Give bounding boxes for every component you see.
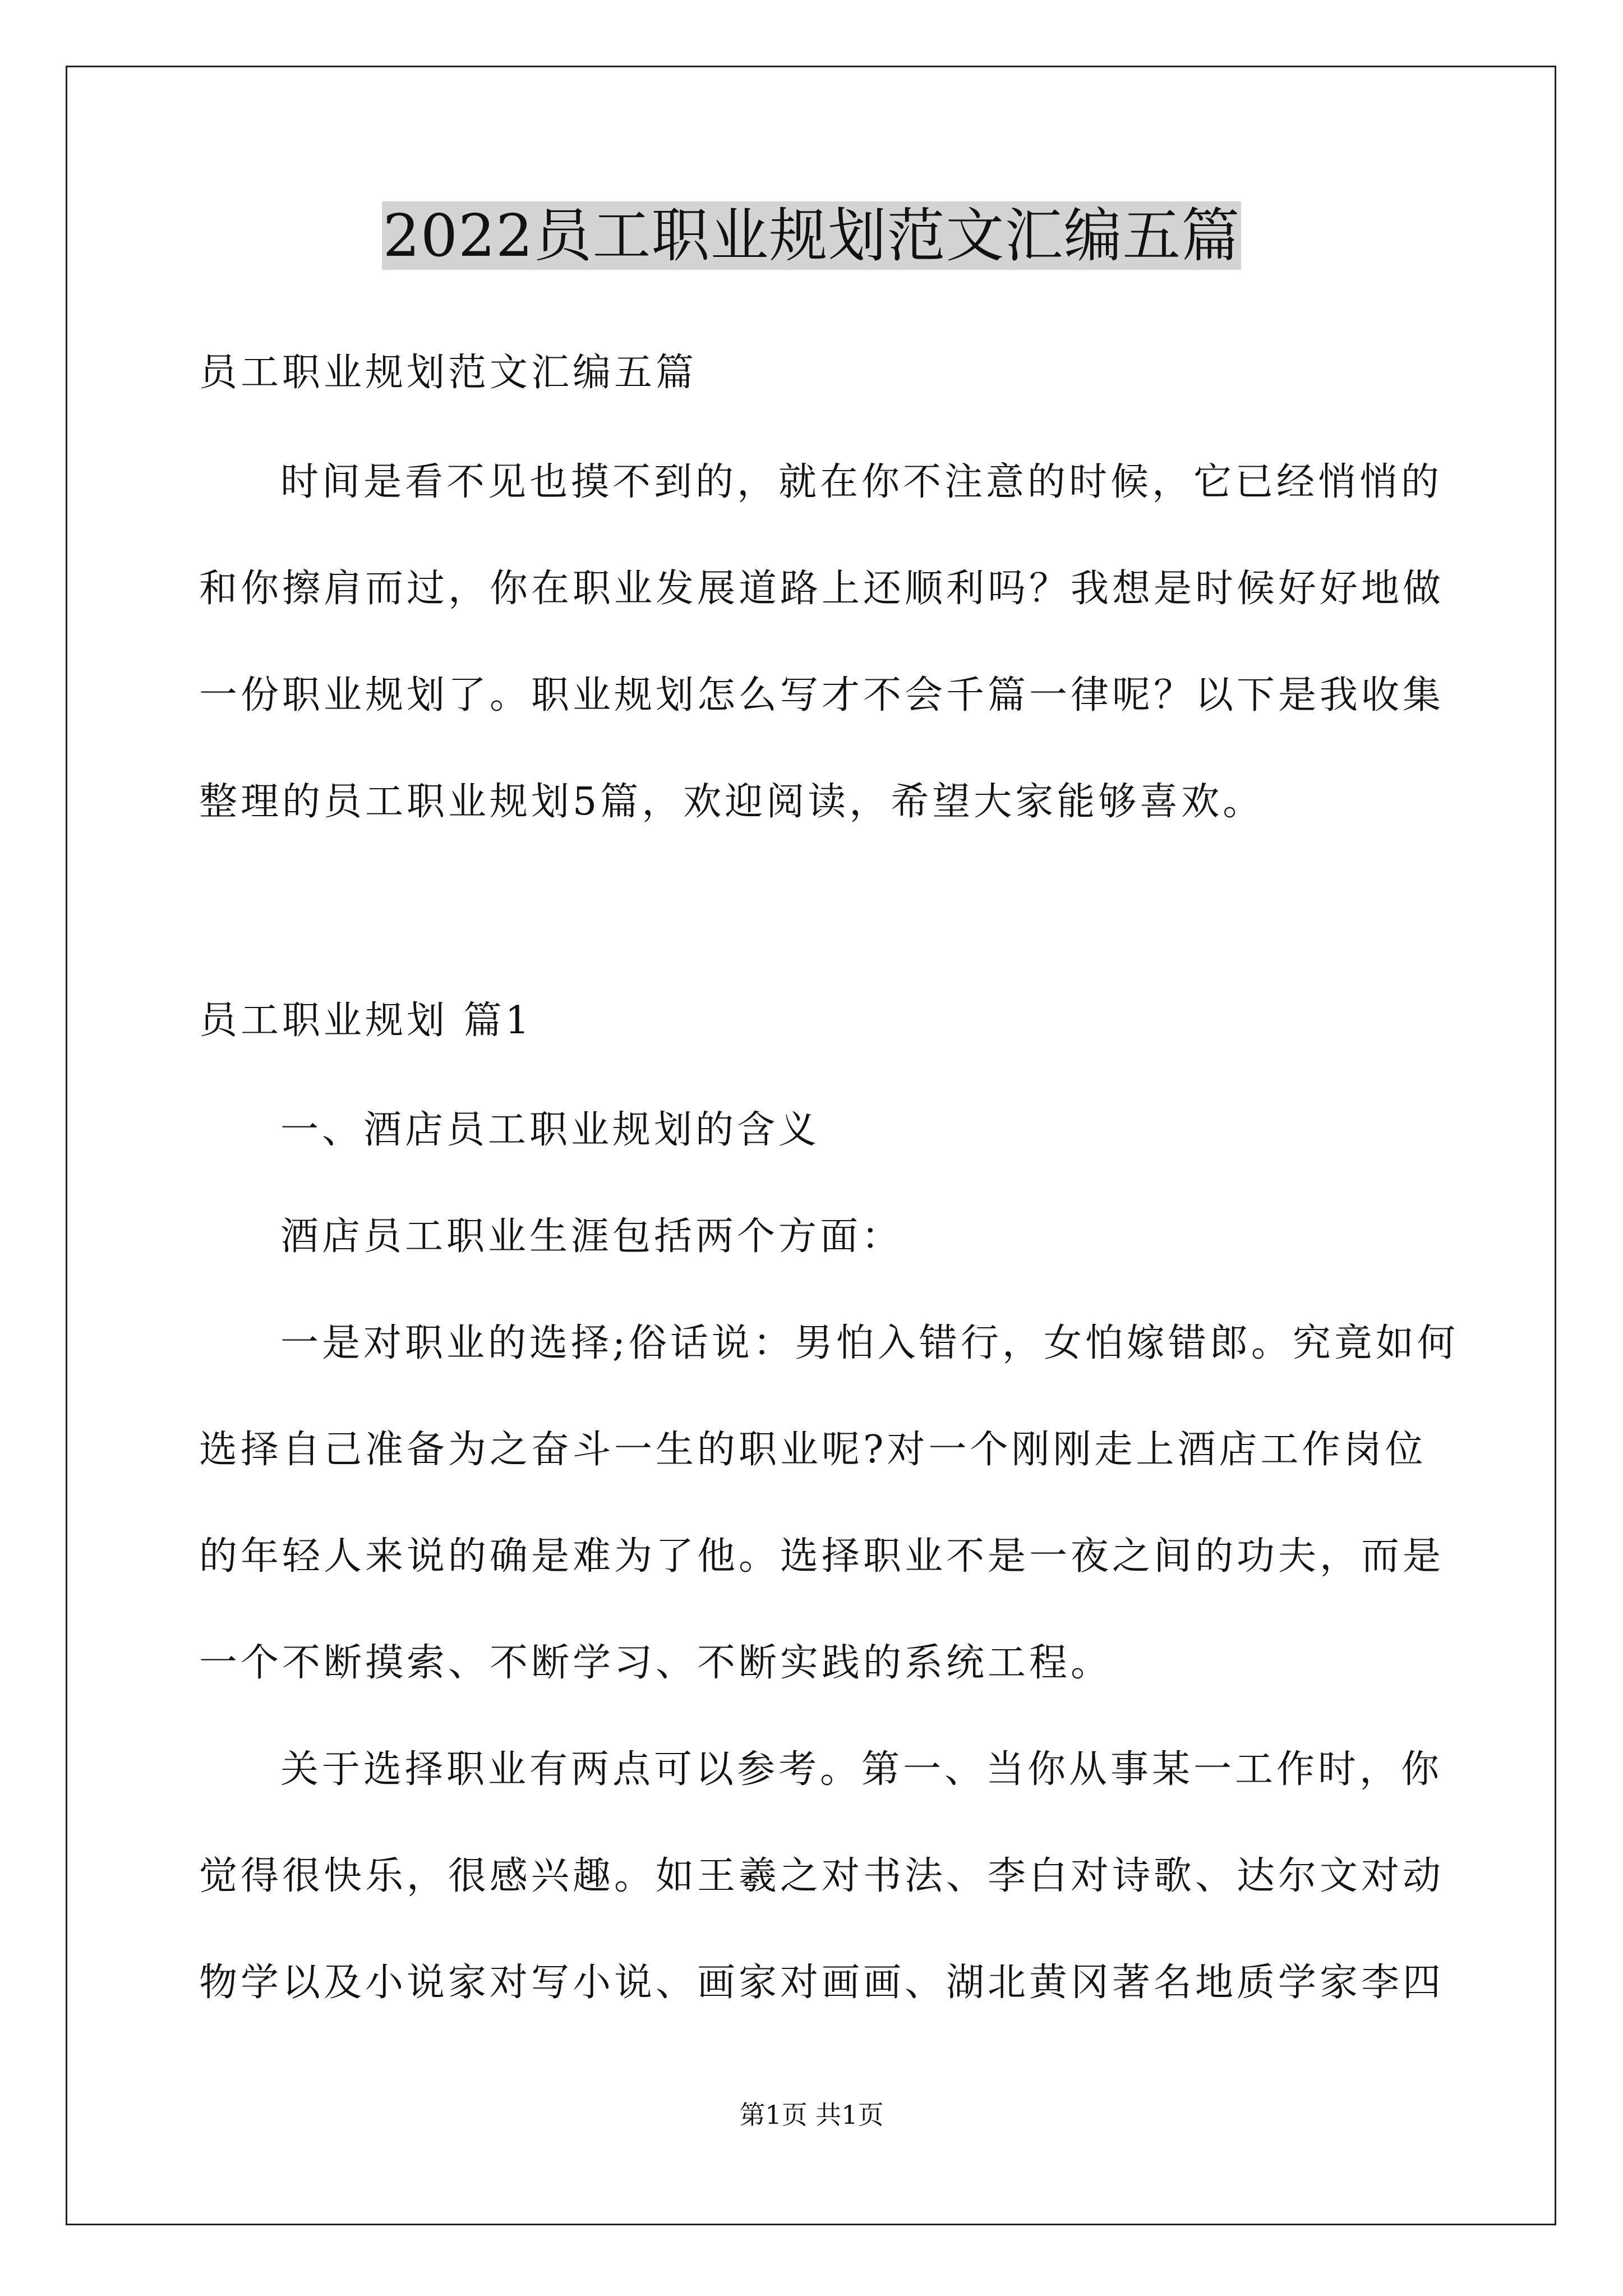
body-line: 物学以及小说家对写小说、画家对画画、湖北黄冈著名地质学家李四 xyxy=(199,1961,1445,2005)
body-line: 觉得很快乐，很感兴趣。如王羲之对书法、李白对诗歌、达尔文对动 xyxy=(199,1854,1445,1898)
intro-line-4: 整理的员工职业规划5篇，欢迎阅读，希望大家能够喜欢。 xyxy=(199,780,1265,824)
subtitle-line: 员工职业规划范文汇编五篇 xyxy=(199,351,698,395)
body-line: 一个不断摸索、不断学习、不断实践的系统工程。 xyxy=(199,1641,1113,1685)
intro-line-1: 时间是看不见也摸不到的，就在你不注意的时候，它已经悄悄的 xyxy=(280,460,1443,504)
page-footer: 第1页 共1页 xyxy=(739,2100,884,2130)
body-line: 的年轻人来说的确是难为了他。选择职业不是一夜之间的功夫，而是 xyxy=(199,1534,1445,1579)
section-heading: 员工职业规划 篇1 xyxy=(199,999,533,1043)
intro-line-2: 和你擦肩而过，你在职业发展道路上还顺利吗？我想是时候好好地做 xyxy=(199,567,1445,611)
body-line: 酒店员工职业生涯包括两个方面： xyxy=(280,1214,903,1259)
body-line: 选择自己准备为之奋斗一生的职业呢?对一个刚刚走上酒店工作岗位 xyxy=(199,1428,1427,1472)
body-line: 关于选择职业有两点可以参考。第一、当你从事某一工作时，你 xyxy=(280,1747,1443,1792)
subsection-heading: 一、酒店员工职业规划的含义 xyxy=(280,1108,820,1152)
document-title xyxy=(0,196,1623,275)
document-title-text: 2022员工职业规划范文汇编五篇 xyxy=(382,201,1241,270)
body-line: 一是对职业的选择;俗话说：男怕入错行，女怕嫁错郎。究竟如何 xyxy=(280,1321,1459,1365)
intro-line-3: 一份职业规划了。职业规划怎么写才不会千篇一律呢？以下是我收集 xyxy=(199,673,1445,717)
